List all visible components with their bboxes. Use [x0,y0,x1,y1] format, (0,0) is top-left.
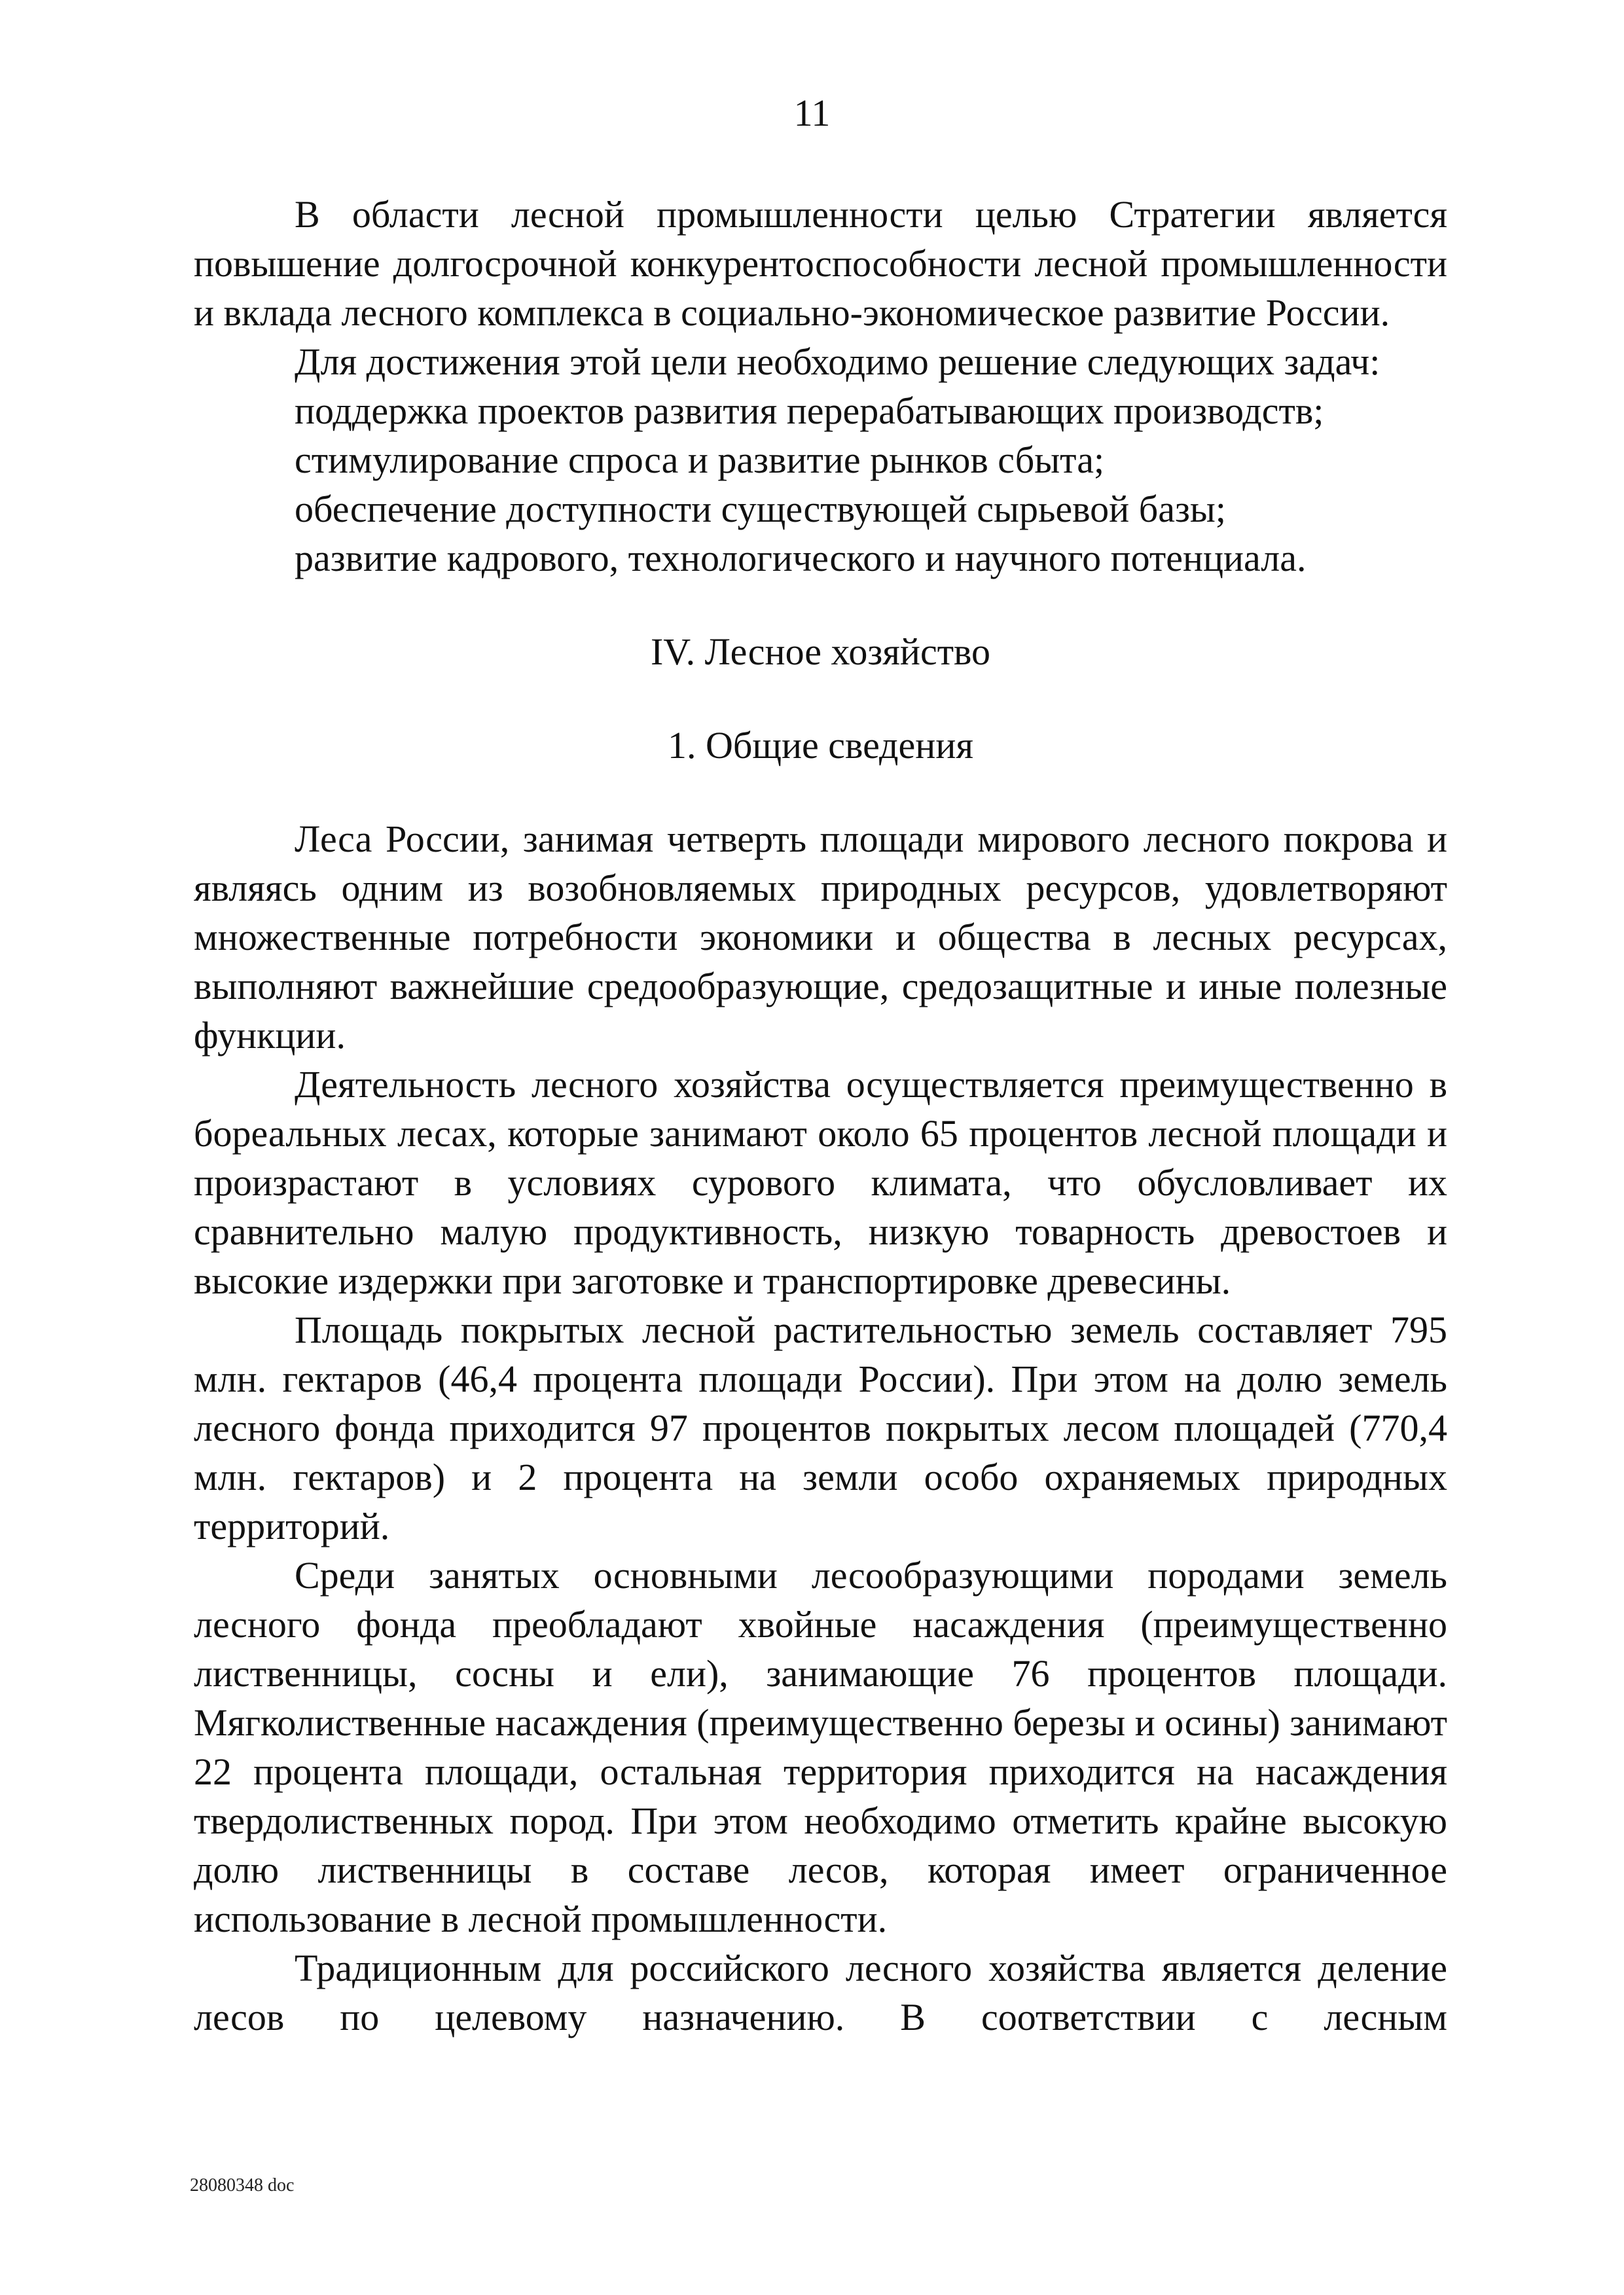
document-body [194,190,1447,2042]
list-item: обеспечение доступности существующей сырьевой базы; [295,488,1226,530]
list-item: поддержка проектов развития перерабатывающих производств; [295,389,1324,432]
document-code: 28080348 doc [190,2175,295,2196]
tasks-list [194,386,1447,583]
list-item: развитие кадрового, технологического и научного потенциала. [295,537,1307,579]
paragraph-forests-of-russia: Леса России, занимая четверть площади мирового лесного покрова и являясь одним из возобновляемых природных ресурсов, удовлетворяют множественные потребности экономики и общества в лесных ресурсах, выполняют важнейшие средообразующие, средозащитные и иные полезные функции. [194,818,1447,1057]
paragraph-tasks-intro: Для достижения этой цели необходимо решение следующих задач: [295,340,1380,383]
page-number: 11 [793,92,831,134]
paragraph-forest-division: Традиционным для российского лесного хозяйства является деление лесов по целевому назначению. В соответствии с лесным [194,1947,1447,2038]
paragraph-forestry-activity: Деятельность лесного хозяйства осуществляется преимущественно в бореальных лесах, которые занимают около 65 процентов лесной площади и произрастают в условиях сурового климата, что обусловливает их сравнительно малую продуктивность, низкую товарность древостоев и высокие издержки при заготовке и транспортировке древесины. [194,1063,1447,1302]
list-item: стимулирование спроса и развитие рынков сбыта; [295,439,1105,481]
section-heading: IV. Лесное хозяйство [650,630,991,673]
paragraph-forest-area: Площадь покрытых лесной растительностью земель составляет 795 млн. гектаров (46,4 процента площади России). При этом на долю земель лесного фонда приходится 97 процентов покрытых лесом площадей (770,4 млн. гектаров) и 2 процента на земли особо охраняемых природных территорий. [194,1309,1447,1547]
paragraph-species-composition: Среди занятых основными лесообразующими породами земель лесного фонда преобладают хвойные насаждения (преимущественно лиственницы, сосны и ели), занимающие 76 процентов площади. Мягколиственные насаждения (преимущественно березы и осины) занимают 22 процента площади, остальная территория приходится на насаждения твердолиственных пород. При этом необходимо отметить крайне высокую долю лиственницы в составе лесов, которая имеет ограниченное использование в лесной промышленности. [194,1554,1447,1940]
paragraph-strategy-goal: В области лесной промышленности целью Стратегии является повышение долгосрочной конкурентоспособности лесной промышленности и вклада лесного комплекса в социально-экономическое развитие России. [194,193,1447,334]
subsection-heading: 1. Общие сведения [667,724,974,767]
